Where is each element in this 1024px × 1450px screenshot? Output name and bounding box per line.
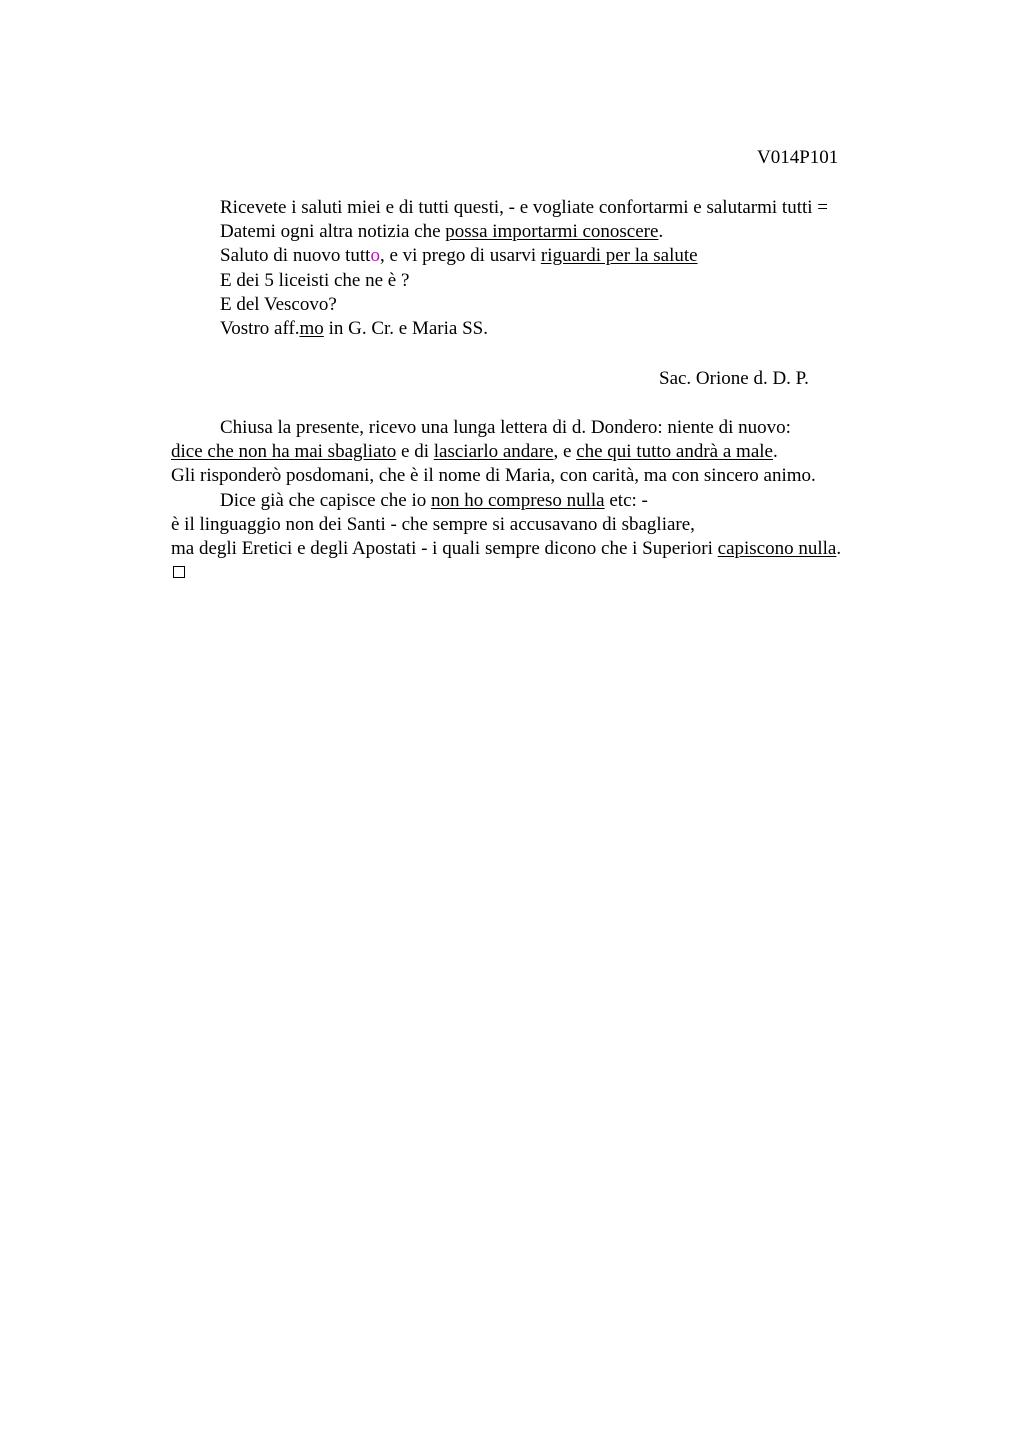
- salutation-line-6: [220, 317, 488, 341]
- postscript-line-4-end: etc: -: [604, 490, 648, 511]
- salutation-line-2-text: Datemi ogni altra notizia che: [220, 221, 446, 242]
- postscript-line-6-text: ma degli Eretici e degli Apostati - i quali sempre dicono che i Superiori: [171, 538, 718, 559]
- underlined-phrase: capiscono nulla: [717, 538, 837, 559]
- postscript-line-6: [171, 537, 841, 561]
- salutation-line-1: Ricevete i saluti miei e di tutti questi, - e vogliate confortarmi e salutarmi tutti =: [220, 197, 828, 218]
- salutation-line-5: E del Vescovo?: [220, 294, 337, 315]
- postscript-line-5: è il linguaggio non dei Santi - che sempre si accusavano di sbagliare,: [171, 514, 695, 535]
- postscript-line-3: Gli risponderò posdomani, che è il nome di Maria, con carità, ma con sincero animo.: [171, 465, 816, 486]
- postscript-line-2: [171, 440, 778, 464]
- underlined-phrase: dice che non ha mai sbagliato: [171, 441, 397, 462]
- postscript-line-4: [220, 489, 648, 513]
- salutation-line-3-text: Saluto di nuovo tutt: [220, 245, 371, 266]
- punctuation: .: [772, 441, 778, 462]
- closing-text: Vostro aff.: [220, 318, 300, 339]
- signature: Sac. Orione d. D. P.: [659, 368, 809, 389]
- empty-square-icon: [173, 566, 185, 578]
- salutation-line-4: E dei 5 liceisti che ne è ?: [220, 270, 410, 291]
- closing-text-end: in G. Cr. e Maria SS.: [323, 318, 488, 339]
- postscript-line-2-text: e di: [396, 441, 434, 462]
- highlighted-letter: o: [370, 245, 380, 266]
- underlined-phrase: non ho compreso nulla: [431, 490, 605, 511]
- postscript-line-2-text: , e: [553, 441, 577, 462]
- salutation-line-2: [220, 220, 663, 244]
- punctuation: .: [836, 538, 842, 559]
- postscript-line-4-text: Dice già che capisce che io: [220, 490, 431, 511]
- punctuation: .: [658, 221, 664, 242]
- underlined-phrase: lasciarlo andare: [433, 441, 554, 462]
- underlined-phrase: riguardi per la salute: [540, 245, 698, 266]
- underlined-phrase: che qui tutto andrà a male: [576, 441, 773, 462]
- salutation-line-3: [220, 244, 698, 268]
- underlined-abbreviation: mo: [299, 318, 324, 339]
- postscript-line-1: Chiusa la presente, ricevo una lunga lettera di d. Dondero: niente di nuovo:: [220, 417, 791, 438]
- salutation-line-3-mid: , e vi prego di usarvi: [379, 245, 541, 266]
- underlined-phrase: possa importarmi conoscere: [445, 221, 659, 242]
- page-code: V014P101: [757, 147, 839, 168]
